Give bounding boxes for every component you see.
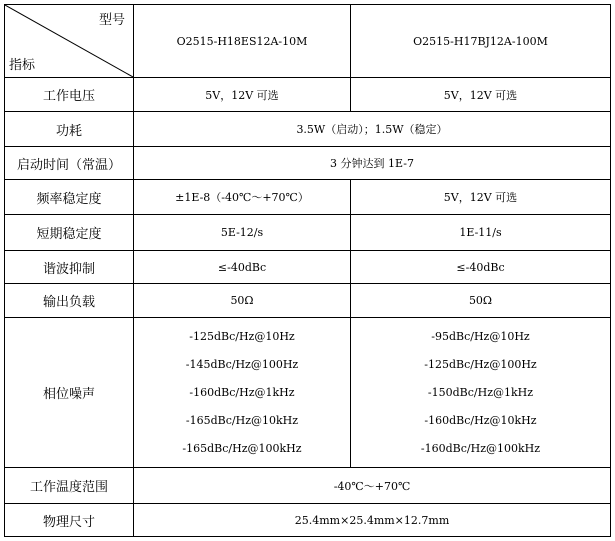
phase-noise-b-item: -125dBc/Hz@100Hz bbox=[424, 357, 537, 371]
phase-noise-a bbox=[134, 318, 351, 468]
size-value: 25.4mm×25.4mm×12.7mm bbox=[134, 504, 611, 537]
phase-noise-a-item: -160dBc/Hz@1kHz bbox=[189, 385, 295, 399]
freq-stability-b: 5V，12V 可选 bbox=[351, 180, 611, 215]
phase-noise-a-item: -165dBc/Hz@100kHz bbox=[182, 441, 302, 455]
harmonic-b: ≤-40dBc bbox=[351, 251, 611, 284]
corner-top-label: 型号 bbox=[98, 13, 125, 28]
harmonic-a: ≤-40dBc bbox=[134, 251, 351, 284]
temp-range-value: -40℃～+70℃ bbox=[134, 468, 611, 504]
phase-noise-b-item: -95dBc/Hz@10Hz bbox=[431, 329, 530, 343]
table-row bbox=[5, 215, 611, 251]
row-label-phase-noise: 相位噪声 bbox=[5, 318, 134, 468]
corner-cell bbox=[5, 5, 134, 78]
table-row bbox=[5, 504, 611, 537]
short-stability-b: 1E-11/s bbox=[351, 215, 611, 251]
short-stability-a: 5E-12/s bbox=[134, 215, 351, 251]
power-value: 3.5W（启动）；1.5W（稳定） bbox=[134, 112, 611, 147]
row-label-size: 物理尺寸 bbox=[5, 504, 134, 537]
row-label-load: 输出负载 bbox=[5, 284, 134, 318]
phase-noise-b bbox=[351, 318, 611, 468]
table-row bbox=[5, 468, 611, 504]
row-label-power: 功耗 bbox=[5, 112, 134, 147]
freq-stability-a: ±1E-8（-40℃～+70℃） bbox=[134, 180, 351, 215]
voltage-b: 5V，12V 可选 bbox=[351, 78, 611, 112]
corner-bottom-label: 指标 bbox=[9, 58, 36, 73]
table-row bbox=[5, 180, 611, 215]
model-b-header: O2515-H17BJ12A-100M bbox=[351, 5, 611, 78]
phase-noise-a-item: -165dBc/Hz@10kHz bbox=[185, 413, 299, 427]
load-a: 50Ω bbox=[134, 284, 351, 318]
row-label-harmonic: 谐波抑制 bbox=[5, 251, 134, 284]
phase-noise-b-item: -160dBc/Hz@100kHz bbox=[420, 441, 541, 455]
spec-table bbox=[4, 4, 611, 537]
model-a-header: O2515-H18ES12A-10M bbox=[134, 5, 351, 78]
phase-noise-a-item: -125dBc/Hz@10Hz bbox=[189, 329, 295, 343]
table-row bbox=[5, 112, 611, 147]
row-label-short-stability: 短期稳定度 bbox=[5, 215, 134, 251]
row-label-voltage: 工作电压 bbox=[5, 78, 134, 112]
row-label-temp-range: 工作温度范围 bbox=[5, 468, 134, 504]
startup-value: 3 分钟达到 1E-7 bbox=[134, 147, 611, 180]
phase-noise-b-item: -150dBc/Hz@1kHz bbox=[427, 385, 534, 399]
table-row bbox=[5, 251, 611, 284]
load-b: 50Ω bbox=[351, 284, 611, 318]
row-label-freq-stability: 频率稳定度 bbox=[5, 180, 134, 215]
phase-noise-a-item: -145dBc/Hz@100Hz bbox=[185, 357, 299, 371]
table-row bbox=[5, 147, 611, 180]
table-row bbox=[5, 284, 611, 318]
phase-noise-b-item: -160dBc/Hz@10kHz bbox=[424, 413, 537, 427]
table-row bbox=[5, 78, 611, 112]
header-row bbox=[5, 5, 611, 78]
voltage-a: 5V，12V 可选 bbox=[134, 78, 351, 112]
row-label-startup: 启动时间（常温） bbox=[5, 147, 134, 180]
table-row bbox=[5, 318, 611, 468]
